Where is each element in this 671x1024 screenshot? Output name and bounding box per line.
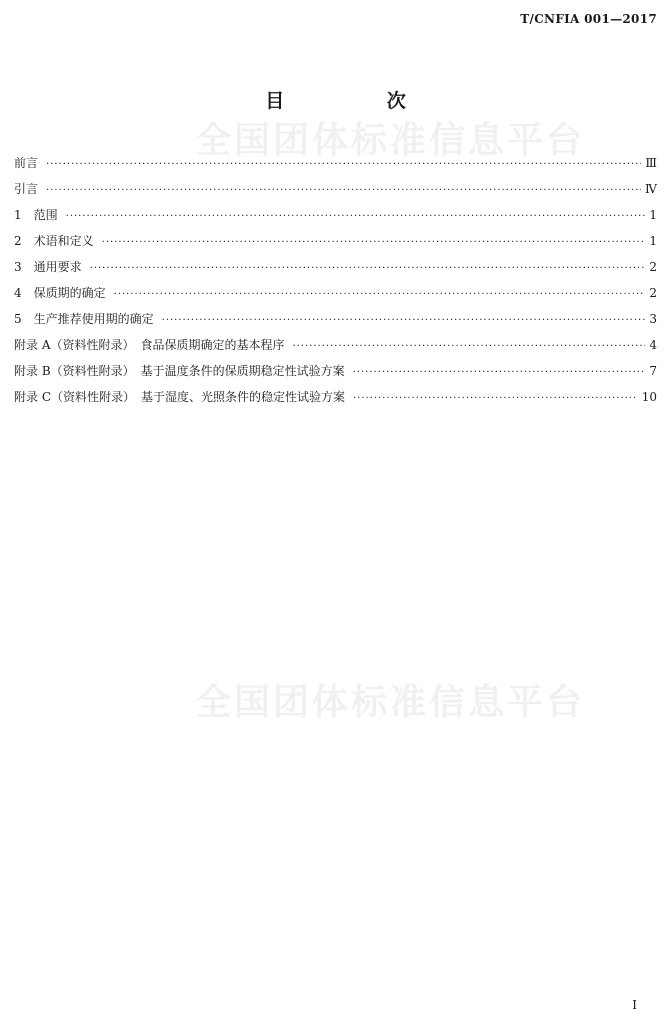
toc-entry-annex-c[interactable] bbox=[14, 384, 657, 410]
toc-entry-page: Ⅳ bbox=[645, 182, 657, 196]
toc-entry-page: Ⅲ bbox=[645, 156, 657, 170]
toc-dot-leader bbox=[46, 178, 641, 204]
watermark: 全国团体标准信息平台 bbox=[194, 120, 585, 161]
toc-entry-general-requirements[interactable] bbox=[14, 254, 657, 280]
toc-entry-introduction[interactable] bbox=[14, 176, 657, 202]
toc-dot-leader bbox=[162, 308, 645, 334]
toc-dot-leader bbox=[102, 230, 645, 256]
toc-entry-label: 4 保质期的确定 bbox=[14, 286, 106, 300]
toc-dot-leader bbox=[353, 386, 638, 412]
toc-entry-scope[interactable] bbox=[14, 202, 657, 228]
table-of-contents bbox=[14, 150, 657, 410]
page-number: Ⅰ bbox=[632, 998, 637, 1012]
toc-entry-label: 2 术语和定义 bbox=[14, 234, 94, 248]
toc-title: 目 次 bbox=[265, 90, 454, 112]
toc-entry-recommended-use-period[interactable] bbox=[14, 306, 657, 332]
toc-entry-annex-b[interactable] bbox=[14, 358, 657, 384]
standard-number: T/CNFIA 001—2017 bbox=[520, 12, 657, 26]
toc-entry-page: 1 bbox=[649, 208, 657, 222]
toc-entry-label: 1 范围 bbox=[14, 208, 58, 222]
toc-entry-foreword[interactable] bbox=[14, 150, 657, 176]
watermark: 全国团体标准信息平台 bbox=[194, 682, 585, 723]
toc-entry-label: 附录 C（资料性附录） 基于湿度、光照条件的稳定性试验方案 bbox=[14, 390, 345, 404]
toc-entry-terms-definitions[interactable] bbox=[14, 228, 657, 254]
toc-entry-page: 2 bbox=[649, 286, 657, 300]
toc-dot-leader bbox=[353, 360, 645, 386]
toc-dot-leader bbox=[46, 152, 641, 178]
toc-entry-label: 5 生产推荐使用期的确定 bbox=[14, 312, 154, 326]
toc-entry-label: 3 通用要求 bbox=[14, 260, 82, 274]
toc-dot-leader bbox=[292, 334, 645, 360]
toc-entry-label: 附录 B（资料性附录） 基于温度条件的保质期稳定性试验方案 bbox=[14, 364, 345, 378]
toc-entry-page: 2 bbox=[649, 260, 657, 274]
toc-entry-label: 前言 bbox=[14, 156, 39, 170]
toc-entry-page: 7 bbox=[649, 364, 657, 378]
toc-entry-annex-a[interactable] bbox=[14, 332, 657, 358]
toc-dot-leader bbox=[90, 256, 645, 282]
toc-entry-label: 引言 bbox=[14, 182, 39, 196]
toc-entry-shelf-life[interactable] bbox=[14, 280, 657, 306]
toc-entry-page: 3 bbox=[649, 312, 657, 326]
toc-entry-page: 10 bbox=[641, 390, 657, 404]
toc-entry-page: 4 bbox=[649, 338, 657, 352]
toc-entry-label: 附录 A（资料性附录） 食品保质期确定的基本程序 bbox=[14, 338, 285, 352]
toc-dot-leader bbox=[114, 282, 645, 308]
toc-entry-page: 1 bbox=[649, 234, 657, 248]
toc-dot-leader bbox=[66, 204, 645, 230]
